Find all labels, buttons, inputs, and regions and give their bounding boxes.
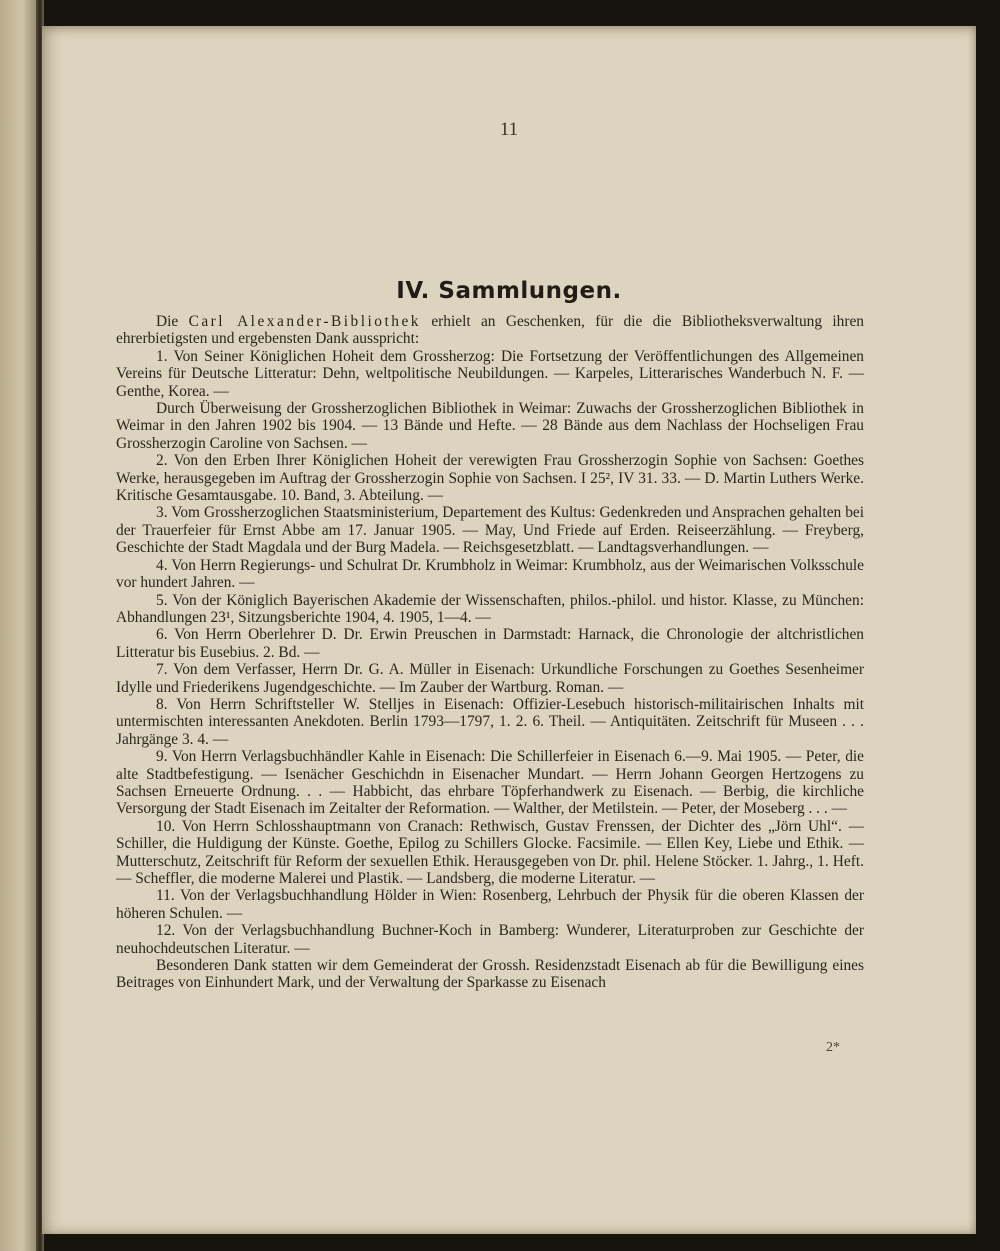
donation-paragraph: Durch Überweisung der Grossherzoglichen Bibliothek in Weimar: Zuwachs der Grossherzoglichen Bibliothek in Weimar in den Jahren 1902 bis 1904. — 13 Bände und Hefte. — 28 Bände aus dem Nachlass der Hochseligen Frau Grossherzogin Caroline von Sachsen. — [116, 400, 864, 452]
thanks-paragraph: Besonderen Dank statten wir dem Gemeinderat der Grossh. Residenzstadt Eisenach ab für die Bewilligung eines Beitrages von Einhundert Mark, und der Verwaltung der Sparkasse zu Eisenach [116, 957, 864, 992]
donation-paragraph: 11. Von der Verlagsbuchhandlung Hölder in Wien: Rosenberg, Lehrbuch der Physik für die oberen Klassen der höheren Schulen. — [116, 887, 864, 922]
donation-paragraph: 10. Von Herrn Schlosshauptmann von Cranach: Rethwisch, Gustav Frenssen, der Dichter des „Jörn Uhl“. — Schiller, die Huldigung der Künste. Goethe, Epilog zu Schillers Glocke. Facsimile. — Ellen Key, Liebe und Ethik. — Mutterschutz, Zeitschrift für Reform der sexuellen Ethik. Herausgegeben von Dr. phil. Helene Stöcker. 1. Jahrg., 1. Heft. — Scheffler, die moderne Malerei und Plastik. — Landsberg, die moderne Literatur. — [116, 817, 864, 887]
page [42, 26, 976, 1234]
page-number: 11 [499, 119, 519, 140]
donation-paragraph: 4. Von Herrn Regierungs- und Schulrat Dr. Krumbholz in Weimar: Krumbholz, aus der Weimarischen Volksschule vor hundert Jahren. — [116, 556, 864, 592]
donation-paragraph: 2. Von den Erben Ihrer Königlichen Hoheit der verewigten Frau Grossherzogin Sophie von Sachsen: Goethes Werke, herausgegeben im Auftrag der Grossherzogin Sophie von Sachsen. I 25², IV 31. 33. — D. Martin Luthers Werke. Kritische Gesamtausgabe. 10. Band, 3. Abteilung. — [116, 452, 864, 505]
section-heading: IV. Sammlungen. [396, 278, 622, 304]
donation-paragraph: 1. Von Seiner Königlichen Hoheit dem Grossherzog: Die Fortsetzung der Veröffentlichungen des Allgemeinen Vereins für Deutsche Litteratur: Dehn, weltpolitische Neubildungen. — Karpeles, Litterarisches Wanderbuch N. F. — Genthe, Korea. — [116, 347, 864, 400]
facing-page-edge [0, 0, 40, 1251]
donation-paragraph: 8. Von Herrn Schriftsteller W. Stelljes in Eisenach: Offizier-Lesebuch historisch-militairischen Inhalts mit untermischten interessanten Anekdoten. Berlin 1793—1797, 1. 2. 6. Theil. — Antiquitäten. Zeitschrift für Museen . . . Jahrgänge 3. 4. — [116, 695, 864, 748]
donation-paragraph: 6. Von Herrn Oberlehrer D. Dr. Erwin Preuschen in Darmstadt: Harnack, die Chronologie der altchristlichen Litteratur bis Eusebius. 2. Bd. — [116, 626, 864, 661]
body-text [116, 313, 864, 992]
donation-paragraph: 9. Von Herrn Verlagsbuchhändler Kahle in Eisenach: Die Schillerfeier in Eisenach 6.—9. Mai 1905. — Peter, die alte Stadtbefestigung. — Isenächer Geschichdn in Eisenacher Mundart. — Herrn Johann Georgen Hertzogens zu Sachsen Erneuerte Ordnung. . . — Habbicht, das ehrbare Töpferhandwerk zu Eisenach. — Berbig, die kirchliche Versorgung der Stadt Eisenach im Zeitalter der Reformation. — Walther, der Metilstein. — Peter, der Moseberg . . . — [116, 748, 864, 818]
intro-lead: Die [156, 313, 189, 330]
donation-paragraph: 5. Von der Königlich Bayerischen Akademie der Wissenschaften, philos.-philol. und histor. Klasse, zu München: Abhandlungen 23¹, Sitzungsberichte 1904, 4. 1905, 1—4. — [116, 591, 864, 626]
signature-mark: 2* [826, 1040, 840, 1055]
donation-paragraph: 3. Vom Grossherzoglichen Staatsministerium, Departement des Kultus: Gedenkreden und Ansprachen gehalten bei der Trauerfeier für Ernst Abbe am 17. Januar 1905. — May, Und Friede auf Erden. Reiseerzählung. — Freyberg, Geschichte der Stadt Magdala und der Burg Madela. — Reichsgesetzblatt. — Landtagsverhandlungen. — [116, 504, 864, 557]
library-name: Carl Alexander-Bibliothek [188, 313, 421, 330]
intro-rest: erhielt an Geschenken, für die die Bibliotheksverwaltung ihren ehrerbietigsten und ergebensten Dank ausspricht: [116, 313, 864, 348]
intro-paragraph [116, 313, 864, 348]
donation-paragraph: 12. Von der Verlagsbuchhandlung Buchner-Koch in Bamberg: Wunderer, Literaturproben zur Geschichte der neuhochdeutschen Literatur. — [116, 922, 864, 957]
donation-paragraph: 7. Von dem Verfasser, Herrn Dr. G. A. Müller in Eisenach: Urkundliche Forschungen zu Goethes Sesenheimer Idylle und Friederikens Jugendgeschichte. — Im Zauber der Wartburg. Roman. — [116, 661, 864, 696]
